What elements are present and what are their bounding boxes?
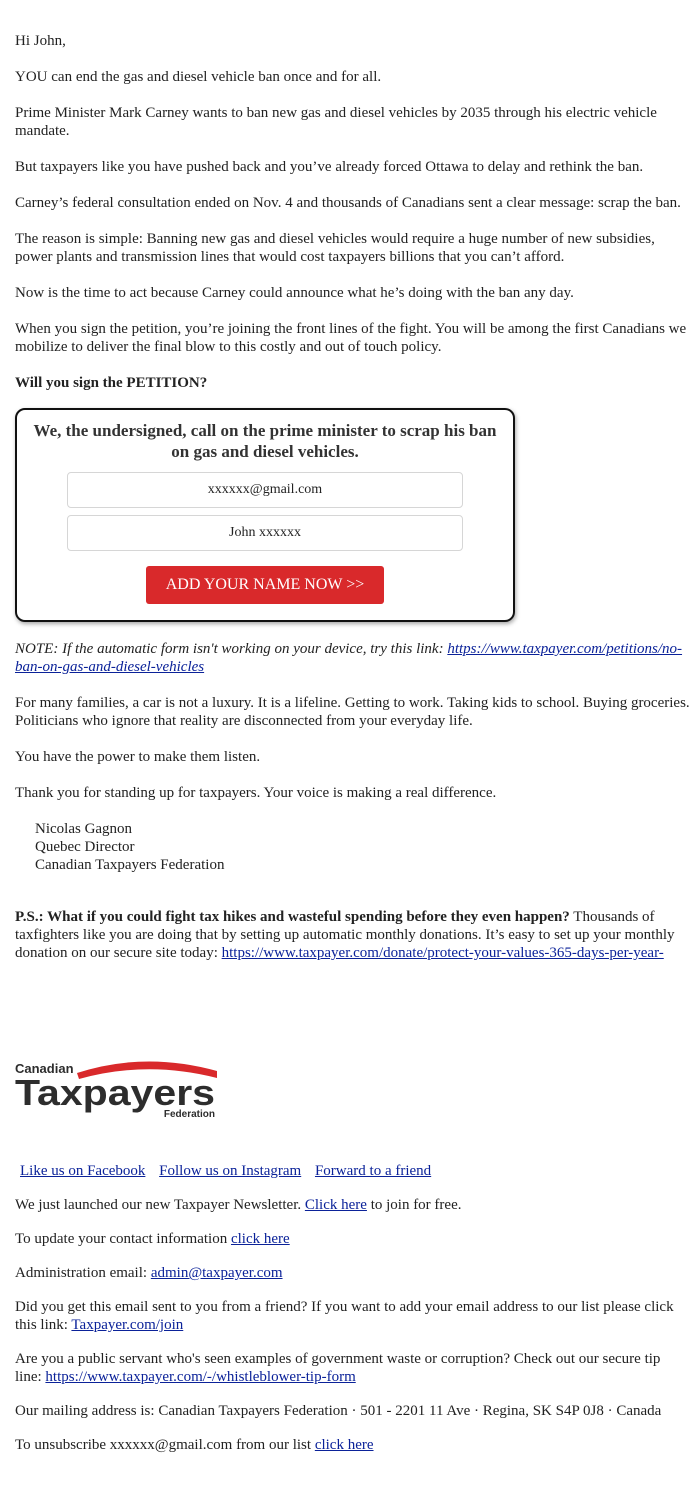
ps-bold: P.S.: What if you could fight tax hikes and wasteful spending before they even happen?	[15, 909, 570, 925]
donate-link[interactable]: https://www.taxpayer.com/donate/protect-your-values-365-days-per-year-	[221, 945, 664, 961]
tip-line	[15, 1350, 690, 1386]
logo-line3: Federation	[163, 1109, 215, 1119]
note-text: NOTE: If the automatic form isn't working on your device, try this link:	[15, 641, 444, 657]
postscript	[15, 908, 690, 962]
social-links	[15, 1162, 690, 1180]
footer	[15, 1196, 690, 1454]
signature-name: Nicolas Gagnon	[35, 821, 133, 837]
petition-title: We, the undersigned, call on the prime minister to scrap his ban on gas and diesel vehicles.	[33, 421, 497, 461]
paragraph-3: But taxpayers like you have pushed back and you’ve already forced Ottawa to delay and rethink the ban.	[15, 159, 644, 175]
instagram-link[interactable]: Follow us on Instagram	[159, 1163, 302, 1179]
petition-question: Will you sign the PETITION?	[15, 375, 208, 391]
friend-line	[15, 1298, 690, 1334]
unsubscribe-line	[15, 1436, 690, 1454]
petition-form	[15, 408, 515, 622]
paragraph-2: Prime Minister Mark Carney wants to ban new gas and diesel vehicles by 2035 through his electric vehicle mandate.	[15, 105, 657, 139]
name-field[interactable]	[67, 515, 463, 551]
update-text: To update your contact information	[15, 1231, 228, 1247]
paragraph-10: Thank you for standing up for taxpayers. Your voice is making a real difference.	[15, 785, 497, 801]
newsletter-link[interactable]: Click here	[304, 1197, 367, 1213]
update-contact-link[interactable]: click here	[230, 1231, 290, 1247]
unsubscribe-text: To unsubscribe xxxxxx@gmail.com from our list	[15, 1437, 312, 1453]
greeting: Hi John,	[15, 33, 66, 49]
facebook-link[interactable]: Like us on Facebook	[20, 1163, 146, 1179]
ctf-logo	[15, 1057, 225, 1119]
newsletter-line	[15, 1196, 690, 1214]
paragraph-5: The reason is simple: Banning new gas and diesel vehicles would require a huge number of new subsidies, power plants and transmission lines that would cost taxpayers billions that you can’t afford.	[15, 231, 655, 265]
petition-link[interactable]: https://www.taxpayer.com/petitions/no-ban-on-gas-and-diesel-vehicles	[15, 641, 683, 675]
update-line	[15, 1230, 690, 1248]
admin-text: Administration email:	[15, 1265, 148, 1281]
logo-line2: Taxpayers	[15, 1072, 215, 1113]
friend-text: Did you get this email sent to you from a friend? If you want to add your email address to our list please click this link:	[15, 1299, 674, 1333]
newsletter-text: We just launched our new Taxpayer Newsletter.	[15, 1197, 302, 1213]
unsubscribe-link[interactable]: click here	[314, 1437, 374, 1453]
signature-org: Canadian Taxpayers Federation	[35, 857, 225, 873]
admin-line	[15, 1264, 690, 1282]
paragraph-9: You have the power to make them listen.	[15, 749, 261, 765]
join-link[interactable]: Taxpayer.com/join	[71, 1317, 184, 1333]
signature-title: Quebec Director	[35, 839, 135, 855]
forward-link[interactable]: Forward to a friend	[314, 1163, 432, 1179]
signature	[15, 820, 690, 874]
paragraph-6: Now is the time to act because Carney could announce what he’s doing with the ban any day.	[15, 285, 574, 301]
paragraph-7: When you sign the petition, you’re joining the front lines of the fight. You will be among the first Canadians we mobilize to deliver the final blow to this costly and out of touch policy.	[15, 321, 687, 355]
email-field[interactable]	[67, 472, 463, 508]
paragraph-4: Carney’s federal consultation ended on Nov. 4 and thousands of Canadians sent a clear message: scrap the ban.	[15, 195, 681, 211]
logo-line1: Canadian	[15, 1061, 74, 1076]
add-your-name-button[interactable]: ADD YOUR NAME NOW >>	[146, 566, 384, 604]
tip-form-link[interactable]: https://www.taxpayer.com/-/whistleblower-tip-form	[45, 1369, 356, 1385]
mailing-address: Our mailing address is: Canadian Taxpayers Federation · 501 - 2201 11 Ave · Regina, SK S4P 0J8 · Canada	[15, 1403, 662, 1419]
admin-email-link[interactable]: admin@taxpayer.com	[150, 1265, 283, 1281]
paragraph-1: YOU can end the gas and diesel vehicle ban once and for all.	[15, 69, 382, 85]
paragraph-8: For many families, a car is not a luxury. It is a lifeline. Getting to work. Taking kids to school. Buying groceries. Politicians who ignore that reality are disconnected from your everyday life.	[15, 695, 690, 729]
tip-text: Are you a public servant who's seen examples of government waste or corruption? Check out our secure tip line:	[15, 1351, 661, 1385]
note	[15, 640, 690, 676]
ps-text: Thousands of taxfighters like you are doing that by setting up automatic monthly donations. It’s easy to set up your monthly donation on our secure site today:	[15, 909, 675, 961]
newsletter-post: to join for free.	[370, 1197, 462, 1213]
